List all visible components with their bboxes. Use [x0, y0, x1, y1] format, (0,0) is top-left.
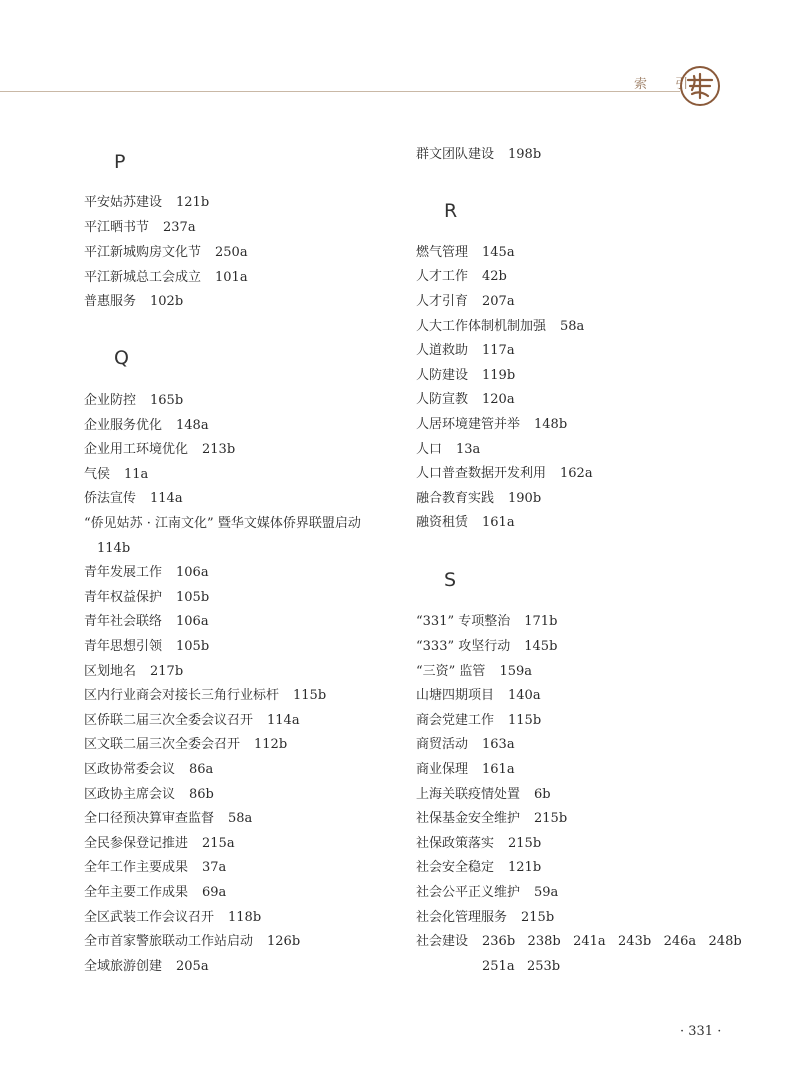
index-entry: 全市首家警旅联动工作站启动 126b: [84, 934, 301, 949]
index-entry-continuation: 114b: [97, 541, 131, 556]
seal-logo-icon: [678, 64, 722, 108]
index-entry: 社会化管理服务 215b: [416, 910, 555, 925]
index-entry: 人才工作 42b: [416, 269, 507, 284]
index-entry: 群文团队建设 198b: [416, 147, 542, 162]
index-entry: 社会建设 236b 238b 241a 243b 246a 248b: [416, 934, 742, 949]
index-entry: 人口 13a: [416, 442, 481, 457]
index-entry: 燃气管理 145a: [416, 245, 515, 260]
section-letter-p: P: [114, 151, 126, 173]
index-entry: 人才引育 207a: [416, 294, 515, 309]
index-entry: 全年主要工作成果 69a: [84, 885, 227, 900]
index-entry: 平江新城总工会成立 101a: [84, 270, 248, 285]
index-entry: 商会党建工作 115b: [416, 713, 542, 728]
section-letter-q: Q: [114, 347, 129, 369]
index-entry: 上海关联疫情处置 6b: [416, 787, 551, 802]
index-entry: 商贸活动 163a: [416, 737, 515, 752]
index-entry: “333” 攻坚行动 145b: [416, 639, 558, 654]
index-entry: 社保政策落实 215b: [416, 836, 542, 851]
index-entry: 区划地名 217b: [84, 664, 184, 679]
index-entry: 社会公平正义维护 59a: [416, 885, 559, 900]
index-entry: 平安姑苏建设 121b: [84, 195, 210, 210]
index-entry: 平江晒书节 237a: [84, 220, 196, 235]
index-entry: 区内行业商会对接长三角行业标杆 115b: [84, 688, 327, 703]
index-entry: 区文联二届三次全委会召开 112b: [84, 737, 288, 752]
page-header-title: 索 引: [634, 77, 701, 92]
index-entry: 山塘四期项目 140a: [416, 688, 541, 703]
index-entry: 全民参保登记推进 215a: [84, 836, 235, 851]
index-entry: 人防宣教 120a: [416, 392, 515, 407]
index-entry: 区侨联二届三次全委会议召开 114a: [84, 713, 300, 728]
index-entry: 青年思想引领 105b: [84, 639, 210, 654]
section-letter-s: S: [444, 569, 457, 591]
header-rule: [0, 91, 680, 92]
index-entry: 社会安全稳定 121b: [416, 860, 542, 875]
page-number: · 331 ·: [680, 1024, 722, 1039]
index-entry: 人居环境建管并举 148b: [416, 417, 568, 432]
index-entry: 全年工作主要成果 37a: [84, 860, 227, 875]
index-entry: 融资租赁 161a: [416, 515, 515, 530]
index-entry: “331” 专项整治 171b: [416, 614, 558, 629]
index-entry: 企业用工环境优化 213b: [84, 442, 236, 457]
index-entry: 区政协主席会议 86b: [84, 787, 214, 802]
index-entry: “三资” 监管 159a: [416, 664, 533, 679]
index-entry: 青年社会联络 106a: [84, 614, 209, 629]
index-entry: 全区武装工作会议召开 118b: [84, 910, 262, 925]
index-entry: 融合教育实践 190b: [416, 491, 542, 506]
index-entry: 全口径预决算审查监督 58a: [84, 811, 253, 826]
index-entry: 青年发展工作 106a: [84, 565, 209, 580]
index-entry: 普惠服务 102b: [84, 294, 184, 309]
index-entry: 企业服务优化 148a: [84, 418, 209, 433]
index-entry: 区政协常委会议 86a: [84, 762, 214, 777]
index-entry: 侨法宣传 114a: [84, 491, 183, 506]
index-entry: 人防建设 119b: [416, 368, 516, 383]
index-entry: 人大工作体制机制加强 58a: [416, 319, 585, 334]
index-entry: 商业保理 161a: [416, 762, 515, 777]
index-entry: 青年权益保护 105b: [84, 590, 210, 605]
index-entry-continuation: 251a 253b: [482, 959, 561, 974]
index-entry: 全域旅游创建 205a: [84, 959, 209, 974]
index-entry: 平江新城购房文化节 250a: [84, 245, 248, 260]
index-entry: 社保基金安全维护 215b: [416, 811, 568, 826]
index-entry: 企业防控 165b: [84, 393, 184, 408]
index-entry: “侨见姑苏 · 江南文化” 暨华文媒体侨界联盟启动: [84, 516, 361, 531]
index-entry: 气侯 11a: [84, 467, 149, 482]
index-entry: 人道救助 117a: [416, 343, 515, 358]
section-letter-r: R: [444, 200, 458, 222]
index-entry: 人口普查数据开发利用 162a: [416, 466, 593, 481]
